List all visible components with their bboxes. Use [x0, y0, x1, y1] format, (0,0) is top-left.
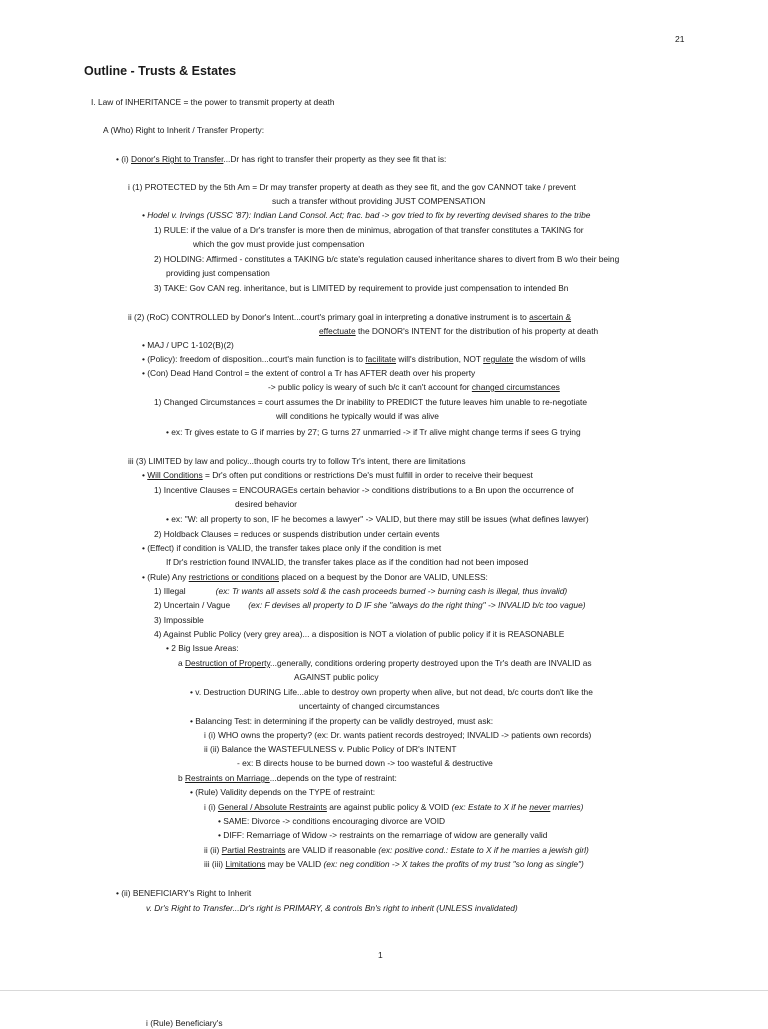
outline-text: A (Who) Right to Inherit / Transfer Property:	[103, 125, 265, 135]
outline-text: placed on a bequest by the Donor are VALID, UNLESS:	[279, 572, 488, 582]
outline-text: 2) Uncertain / Vague	[154, 600, 231, 610]
outline-line	[218, 830, 547, 841]
outline-text: ii (ii)	[204, 845, 222, 855]
outline-text: will conditions he typically would if was alive	[276, 411, 439, 421]
outline-underline-text: ascertain &	[529, 312, 572, 322]
outline-line	[268, 382, 560, 393]
outline-line	[218, 816, 445, 827]
outline-text: ...Dr has right to transfer their property as they see fit that is:	[223, 154, 447, 164]
outline-text: • v. Destruction DURING Life...able to destroy own property when alive, but not dead, b/c courts don't like the	[190, 687, 593, 697]
outline-italic-text: (ex: positive cond.: Estate to X if he marries a jewish girl)	[378, 845, 589, 855]
outline-text: • DIFF: Remarriage of Widow -> restraints on the remarriage of widow are generally valid	[218, 830, 548, 840]
outline-line	[154, 254, 619, 265]
outline-line	[166, 514, 589, 525]
outline-text: desired behavior	[235, 499, 297, 509]
outline-line	[235, 499, 297, 510]
outline-underline-text: Partial Restraints	[221, 845, 286, 855]
outline-text: • (Rule) Validity depends on the TYPE of restraint:	[190, 787, 376, 797]
outline-text: • ex: "W: all property to son, IF he becomes a lawyer" -> VALID, but there may still be issues (what defines lawyer)	[166, 514, 589, 524]
outline-text: ...depends on the type of restraint:	[269, 773, 397, 783]
outline-text: •	[142, 470, 148, 480]
outline-text: providing just compensation	[166, 268, 270, 278]
outline-line	[299, 701, 440, 712]
outline-underline-text: changed circumstances	[471, 382, 560, 392]
outline-text: iii (3) LIMITED by law and policy...though courts try to follow Tr's intent, there are limitations	[128, 456, 466, 466]
outline-line	[154, 397, 587, 408]
outline-line	[166, 268, 270, 279]
outline-text: iii (iii)	[204, 859, 226, 869]
outline-line	[128, 182, 576, 193]
outline-text: • (Rule) Any	[142, 572, 189, 582]
outline-line	[190, 716, 493, 727]
outline-italic-text: (ex: F devises all property to D IF she "always do the right thing" -> INVALID b/c too vague)	[248, 600, 586, 610]
outline-line	[142, 572, 488, 583]
outline-line	[154, 600, 586, 611]
outline-underline-text: restrictions or conditions	[188, 572, 279, 582]
outline-text: • MAJ / UPC 1-102(B)(2)	[142, 340, 234, 350]
outline-line	[103, 125, 264, 136]
outline-line	[204, 859, 584, 870]
outline-text: • (ii) BENEFICIARY's Right to Inherit	[116, 888, 252, 898]
outline-line	[166, 643, 239, 654]
outline-underline-text: Restraints on Marriage	[185, 773, 270, 783]
outline-line	[154, 283, 568, 294]
outline-line	[178, 658, 592, 669]
outline-underline-text: effectuate	[319, 326, 356, 336]
outline-text: ii (ii) Balance the WASTEFULNESS v. Public Policy of DR's INTENT	[204, 744, 457, 754]
page-number-bottom: 1	[378, 950, 383, 960]
outline-line	[142, 340, 234, 351]
outline-italic-text: (ex: neg condition -> X takes the profits of my trust "so long as single")	[323, 859, 584, 869]
outline-text: the wisdom of wills	[513, 354, 586, 364]
outline-underline-text: Destruction of Property	[185, 658, 271, 668]
outline-line	[128, 312, 571, 323]
outline-text: are against public policy & VOID	[326, 802, 452, 812]
outline-text: may be VALID	[265, 859, 324, 869]
outline-text: - ex: B directs house to be burned down -> too wasteful & destructive	[237, 758, 493, 768]
outline-line	[166, 427, 581, 438]
outline-underline-text: Will Conditions	[147, 470, 203, 480]
outline-line	[146, 903, 518, 914]
outline-text: 3) Impossible	[154, 615, 204, 625]
outline-line	[204, 802, 583, 813]
outline-text: which the gov must provide just compensation	[193, 239, 365, 249]
outline-text: b	[178, 773, 185, 783]
outline-line	[142, 470, 533, 481]
outline-line	[142, 368, 475, 379]
outline-italic-text: • Hodel v. Irvings (USSC '87): Indian Land Consol. Act; frac. bad -> gov tried to fix by reverting devised shares to the tribe	[142, 210, 591, 220]
outline-line	[116, 888, 251, 899]
outline-text: • SAME: Divorce -> conditions encouraging divorce are VOID	[218, 816, 446, 826]
outline-text: a	[178, 658, 185, 668]
outline-line	[154, 225, 584, 236]
outline-line	[116, 154, 446, 165]
outline-text: 1) Illegal	[154, 586, 186, 596]
outline-text: • Balancing Test: in determining if the property can be validly destroyed, must ask:	[190, 716, 494, 726]
outline-italic-text: marries)	[550, 802, 584, 812]
outline-text: • ex: Tr gives estate to G if marries by 27; G turns 27 unmarried -> if Tr alive might change terms if sees G trying	[166, 427, 581, 437]
outline-text: • (Con) Dead Hand Control = the extent of control a Tr has AFTER death over his property	[142, 368, 476, 378]
outline-underline-text: General / Absolute Restraints	[217, 802, 327, 812]
outline-text: I. Law of INHERITANCE = the power to transmit property at death	[91, 97, 335, 107]
outline-underline-text: Donor's Right to Transfer	[131, 154, 224, 164]
outline-text: -> public policy is weary of such b/c it can't account for	[268, 382, 472, 392]
outline-italic-underline-text: never	[529, 802, 551, 812]
outline-line	[193, 239, 364, 250]
outline-text: • (Effect) if condition is VALID, the transfer takes place only if the condition is met	[142, 543, 442, 553]
outline-text: i (i) WHO owns the property? (ex: Dr. wants patient records destroyed; INVALID -> patients own records)	[204, 730, 592, 740]
outline-text: are VALID if reasonable	[285, 845, 379, 855]
outline-text: i (1) PROTECTED by the 5th Am = Dr may transfer property at death as they see fit, and the gov CANNOT take / prevent	[128, 182, 576, 192]
outline-line	[91, 97, 335, 108]
outline-text: If Dr's restriction found INVALID, the transfer takes place as if the condition had not been imposed	[166, 557, 529, 567]
outline-line	[154, 586, 567, 597]
outline-line	[190, 787, 375, 798]
outline-text: 1) RULE: if the value of a Dr's transfer is more then de minimus, abrogation of that transfer constitutes a TAKING for	[154, 225, 584, 235]
outline-line	[178, 773, 397, 784]
outline-text: will's distribution, NOT	[396, 354, 484, 364]
outline-text: ...generally, conditions ordering property destroyed upon the Tr's death are INVALID as	[270, 658, 592, 668]
outline-italic-text: v. Dr's Right to Transfer...Dr's right is PRIMARY, & controls Bn's right to inherit (UNLESS invalidated)	[146, 903, 518, 913]
outline-text: 2) Holdback Clauses = reduces or suspends distribution under certain events	[154, 529, 440, 539]
outline-line	[276, 411, 439, 422]
outline-underline-text: facilitate	[365, 354, 397, 364]
outline-text: 4) Against Public Policy (very grey area)... a disposition is NOT a violation of public policy if it is REASONABLE	[154, 629, 565, 639]
outline-line	[204, 744, 456, 755]
outline-underline-text: regulate	[483, 354, 514, 364]
outline-italic-text: (ex: Tr wants all assets sold & the cash proceeds burned -> burning cash is illegal, thus invalid)	[215, 586, 568, 596]
outline-text: i (i)	[204, 802, 218, 812]
outline-line	[294, 672, 379, 683]
outline-line	[204, 845, 589, 856]
page-number-top: 21	[675, 34, 685, 44]
outline-line	[142, 354, 586, 365]
outline-text: 1) Changed Circumstances = court assumes the Dr inability to PREDICT the future leaves him unable to re-negotiate	[154, 397, 587, 407]
outline-text: 2) HOLDING: Affirmed - constitutes a TAKING b/c state's regulation caused inheritance shares to divert from B w/o their being	[154, 254, 620, 264]
outline-text: uncertainty of changed circumstances	[299, 701, 440, 711]
outline-text: • (Policy): freedom of disposition...court's main function is to	[142, 354, 366, 364]
outline-text: ii (2) (RoC) CONTROLLED by Donor's Intent...court's primary goal in interpreting a donative instrument is to	[128, 312, 530, 322]
outline-text: 1) Incentive Clauses = ENCOURAGEs certain behavior -> conditions distributions to a Bn upon the occurrence of	[154, 485, 574, 495]
outline-line	[204, 730, 591, 741]
outline-line	[166, 557, 528, 568]
outline-text: = Dr's often put conditions or restrictions De's must fulfill in order to receive their bequest	[202, 470, 533, 480]
outline-text: 3) TAKE: Gov CAN reg. inheritance, but is LIMITED by requirement to provide just compensation to intended Bn	[154, 283, 569, 293]
next-page-fragment: i (Rule) Beneficiary's	[146, 1018, 223, 1028]
outline-line	[142, 543, 441, 554]
outline-text: • (i)	[116, 154, 132, 164]
outline-text: AGAINST public policy	[294, 672, 379, 682]
outline-line	[190, 687, 593, 698]
outline-line	[142, 210, 590, 221]
outline-line	[272, 196, 485, 207]
outline-line	[128, 456, 466, 467]
outline-line	[154, 629, 564, 640]
outline-text: • 2 Big Issue Areas:	[166, 643, 239, 653]
outline-line	[154, 529, 440, 540]
outline-text: the DONOR's INTENT for the distribution of his property at death	[355, 326, 599, 336]
outline-line	[237, 758, 493, 769]
outline-line	[154, 615, 204, 626]
outline-underline-text: Limitations	[225, 859, 266, 869]
document-title: Outline - Trusts & Estates	[84, 64, 237, 78]
outline-italic-text: (ex: Estate to X if he	[451, 802, 530, 812]
outline-line	[154, 485, 573, 496]
outline-text: such a transfer without providing JUST COMPENSATION	[272, 196, 486, 206]
page-separator	[0, 990, 768, 991]
outline-line	[319, 326, 598, 337]
